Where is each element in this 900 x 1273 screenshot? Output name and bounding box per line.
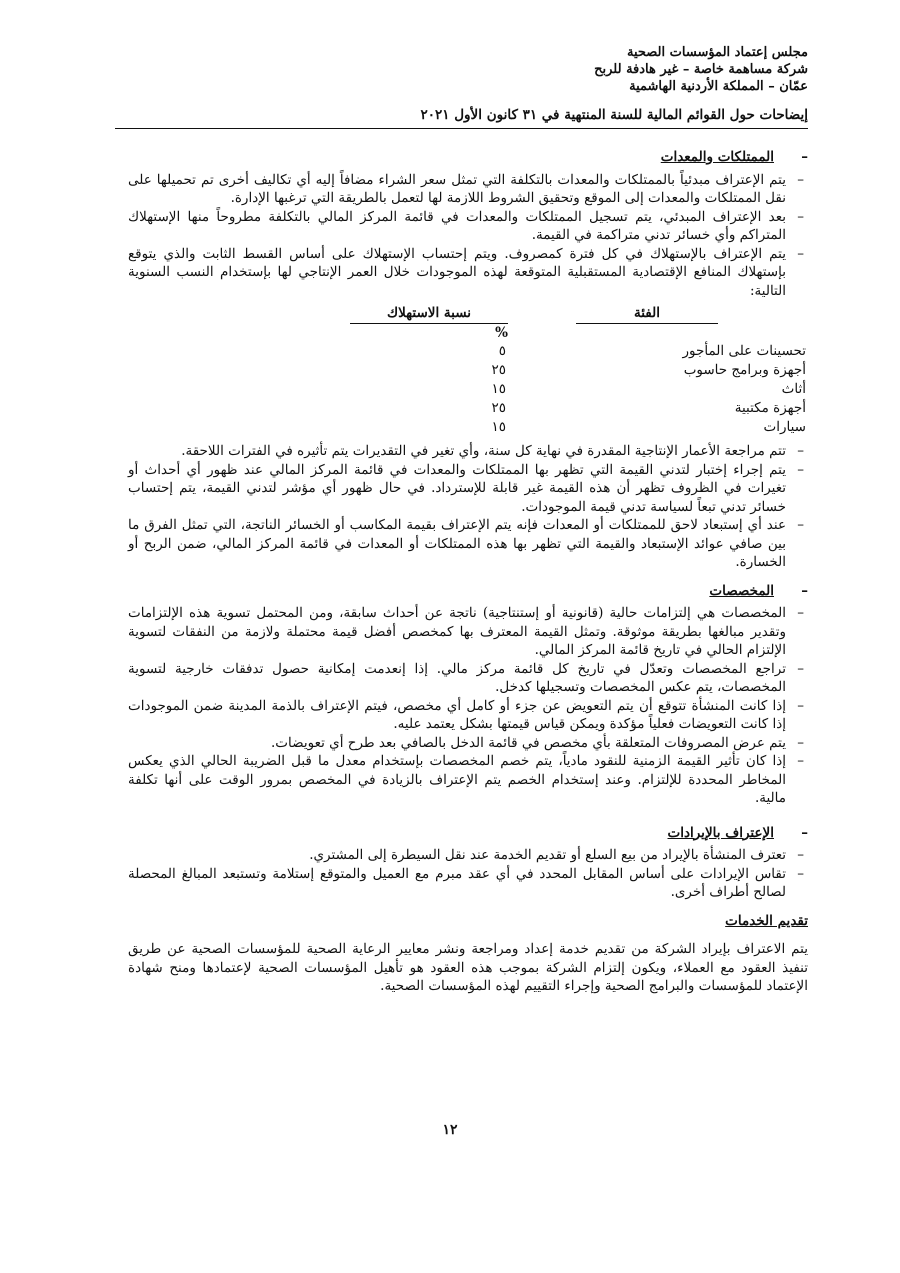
category-cell: أجهزة وبرامج حاسوب (683, 362, 806, 378)
section-title-services (128, 912, 808, 931)
column-header-category: الفئة (576, 304, 718, 324)
section-dash: – (801, 582, 808, 599)
bullet-dash: – (797, 208, 804, 225)
bullet-dash: – (797, 517, 804, 533)
list-item: – يتم إجراء إختبار لتدني القيمة التي تظهر بها الممتلكات والمعدات في قائمة المركز المالي عند ظهور أي أحداث أو تغيرات في الظروف تظهر أن هذه القيمة غير قابلة للإسترداد. في حال ظهور أي مؤشر لتدني القيمة، يتم إحتساب خسائر تدني تبعاً لسياسة تدني قيمة الموجودات. (128, 461, 804, 515)
services-paragraph: يتم الاعتراف بإيراد الشركة من تقديم خدمة إعداد ومراجعة ونشر معايير الرعاية الصحية للمؤسسات الصحية عن طريق تنفيذ العقود مع العملاء، ويكون إلتزام الشركة بموجب هذه العقود هو تأهيل المؤسسات الصحية لإعتمادها ومنح شهادة الإعتماد للمؤسسات والبرامج الصحية وإجراء التقييم لهذه المؤسسات الصحية. (128, 941, 808, 994)
bullet-dash: – (797, 461, 804, 478)
depreciation-table (128, 304, 808, 436)
list-item: – تتم مراجعة الأعمار الإنتاجية المقدرة في نهاية كل سنة، وأي تغير في التقديرات يتم تأثيره في الفترات اللاحقة. (181, 443, 804, 459)
percent-unit: % (495, 325, 508, 341)
list-item: – عند أي إستبعاد لاحق للممتلكات أو المعدات فإنه يتم الإعتراف بقيمة المكاسب أو الخسائر الناتجة، التي تمثل الفرق ما بين صافي عوائد الإستبعاد والقيمة التي تظهر بها هذه الممتلكات أو المعدات في قائمة المركز المالي، ضمن الربح أو الخسارة. (128, 517, 804, 570)
bullet-dash: – (797, 245, 804, 262)
list-item: – إذا كان تأثير القيمة الزمنية للنقود مادياً، يتم خصم المخصصات بإستخدام معدل ما قبل الضريبة الحالي الذي يعكس المخاطر المحددة للإلتزام. وعند إستخدام الخصم يتم الإعتراف بالزيادة في المخصص بمرور الوقت على أنها تكلفة مالية. (128, 753, 804, 806)
section-title-provisions (128, 582, 808, 601)
bullet-dash: – (797, 443, 804, 459)
page-subtitle: إيضاحات حول القوائم المالية للسنة المنتهية في ٣١ كانون الأول ٢٠٢١ (420, 107, 808, 123)
list-item: – يتم الإعتراف بالإستهلاك في كل فترة كمصروف. ويتم إحتساب الإستهلاك على أساس القسط الثابت والذي يتوقع بإستهلاك المنافع الإقتصادية المستقبلية المتوقعة لهذه الموجودات خلال العمر الإنتاجي لها بإستخدام النسب السنوية التالية: (128, 245, 804, 299)
category-cell: تحسينات على المأجور (682, 343, 806, 359)
list-item: – المخصصات هي إلتزامات حالية (قانونية أو إستنتاجية) ناتجة عن أحداث سابقة، ومن المحتمل تسوية هذه الإلتزامات وتقدير مبالغها بطريقة موثوقة. وتمثل القيمة المعترف بها كمخصص أفضل قيمة محتملة ولازمة من النفقات لتسوية الإلتزام الحالي في تاريخ قائمة المركز المالي. (128, 605, 804, 658)
section-title-ppe (128, 148, 808, 167)
list-item: – تعترف المنشأة بالإيراد من بيع السلع أو تقديم الخدمة عند نقل السيطرة إلى المشتري. (309, 847, 804, 863)
list-item: – تراجع المخصصات وتعدّل في تاريخ كل قائمة مركز مالي. إذا إنعدمت إمكانية حصول تدفقات خارجية لتسوية المخصصات، يتم عكس المخصصات وتسجيلها كدخل. (128, 660, 804, 695)
category-cell: أجهزة مكتبية (734, 400, 806, 416)
org-name: مجلس إعتماد المؤسسات الصحية (627, 45, 808, 60)
rate-cell: ٢٥ (491, 400, 506, 416)
list-item: – يتم عرض المصروفات المتعلقة بأي مخصص في قائمة الدخل بالصافي بعد طرح أي تعويضات. (271, 734, 804, 751)
table-row (446, 399, 806, 418)
list-item: – يتم الإعتراف مبدئياً بالممتلكات والمعدات بالتكلفة التي تمثل سعر الشراء مضافاً إليه أي تكاليف أخرى تم تحميلها على نقل الممتلكات والمعدات إلى الموقع وتحقيق الشروط اللازمة لها لتعمل بالطريقة التي ترغبها الإدارة. (128, 171, 804, 206)
header-divider (115, 128, 808, 129)
column-header-rate: نسبة الاستهلاك (350, 304, 508, 324)
category-cell: سيارات (763, 419, 806, 435)
bullet-dash: – (797, 734, 804, 751)
bullet-dash: – (797, 865, 804, 882)
table-row (446, 342, 806, 361)
bullet-dash: – (797, 697, 804, 714)
rate-cell: ١٥ (491, 381, 506, 397)
section-title-text: المخصصات (709, 582, 774, 599)
document-body (128, 148, 808, 996)
list-item: – بعد الإعتراف المبدئي، يتم تسجيل الممتلكات والمعدات في قائمة المركز المالي بالتكلفة مطروحاً منها الإستهلاك المتراكم وأي خسائر تدني متراكمة في القيمة. (128, 208, 804, 243)
section-title-text: الممتلكات والمعدات (660, 149, 774, 165)
table-row (446, 380, 806, 399)
section-dash: – (801, 824, 808, 841)
document-header (108, 44, 808, 95)
location: عمّان – المملكة الأردنية الهاشمية (629, 79, 808, 94)
category-cell: أثاث (781, 381, 806, 397)
rate-cell: ٥ (498, 343, 506, 359)
table-row (446, 361, 806, 380)
section-title-text: الإعتراف بالإيرادات (667, 824, 774, 841)
bullet-dash: – (797, 847, 804, 863)
table-row (446, 418, 806, 437)
section-title-revenue (128, 824, 808, 843)
list-item: – إذا كانت المنشأة تتوقع أن يتم التعويض عن جزء أو كامل أي مخصص، فيتم الإعتراف بالذمة المدينة ضمن الموجودات إذا كانت التعويضات فعلياً مؤكدة ويمكن قياس قيمتها بشكل يعتمد عليه. (128, 697, 804, 732)
page-number: ١٢ (442, 1122, 458, 1138)
bullet-dash: – (797, 605, 804, 621)
bullet-dash: – (797, 171, 804, 188)
bullet-dash: – (797, 753, 804, 769)
company-type: شركة مساهمة خاصة – غير هادفة للربح (594, 62, 808, 77)
section-title-text: تقديم الخدمات (725, 912, 808, 929)
list-item: – تقاس الإيرادات على أساس المقابل المحدد في أي عقد مبرم مع العميل والمتوقع إستلامة وتستبعد المبالغ المحصلة لصالح أطراف أخرى. (128, 865, 804, 900)
bullet-dash: – (797, 660, 804, 677)
rate-cell: ١٥ (491, 419, 506, 435)
rate-cell: ٢٥ (491, 362, 506, 378)
section-dash: – (801, 149, 808, 165)
